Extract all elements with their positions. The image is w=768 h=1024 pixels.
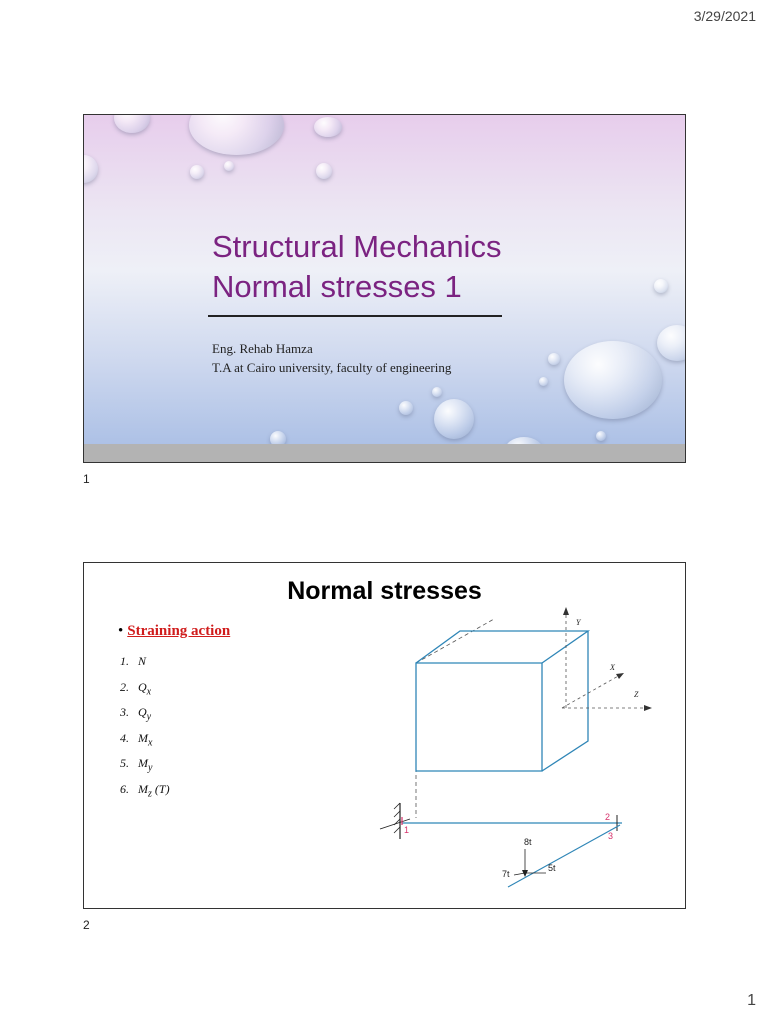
list-item: 3. $Q_y$ xyxy=(120,705,152,723)
list-item: 2. $Q_x$ xyxy=(120,679,152,697)
load-arrow-7t xyxy=(514,873,525,875)
dashed-guide xyxy=(416,619,494,663)
water-drop xyxy=(596,431,606,441)
slide-2-normal-stresses xyxy=(83,562,686,909)
water-drop xyxy=(316,163,332,179)
slide-1-title xyxy=(83,114,686,463)
box-top-face xyxy=(416,631,588,663)
axis-label-y: Y xyxy=(576,618,581,627)
author-affiliation: T.A at Cairo university, faculty of engineering xyxy=(212,360,452,375)
water-drop xyxy=(548,353,560,365)
water-drop xyxy=(564,341,662,419)
list-item: 1. N xyxy=(120,654,147,668)
load-label-5t: 5t xyxy=(548,863,556,873)
title-line-2: Normal stresses 1 xyxy=(212,269,462,304)
slide-2-number: 2 xyxy=(83,918,90,932)
point-label-2: 2 xyxy=(605,812,611,822)
list-item: 4. $M_x$ xyxy=(120,730,153,748)
slide-footer-band xyxy=(84,444,685,462)
bullet-text: Straining action xyxy=(127,623,231,639)
y-axis-arrow-icon xyxy=(563,607,569,615)
slide-2-title: Normal stresses xyxy=(287,577,482,605)
water-drop xyxy=(83,155,98,183)
x-axis-arrow-icon xyxy=(616,673,624,679)
box-side-face xyxy=(542,631,588,771)
point-label-3: 3 xyxy=(608,831,614,841)
water-drop xyxy=(399,401,413,415)
bullet-dot-icon: • xyxy=(118,623,124,639)
water-drop xyxy=(114,114,150,133)
title-line-1: Structural Mechanics xyxy=(212,229,502,264)
support-hatch xyxy=(394,827,400,833)
page-number: 1 xyxy=(747,992,756,1009)
axis-label-x: X xyxy=(610,663,615,672)
support-hatch xyxy=(394,803,400,809)
water-drop xyxy=(314,117,342,137)
water-drop xyxy=(189,114,284,155)
water-drop xyxy=(434,399,474,439)
list-item: 6. $M_z$ (T) xyxy=(120,781,170,799)
support-hatch xyxy=(394,811,400,817)
slide-1-title-text xyxy=(212,227,632,307)
water-drop xyxy=(654,279,668,293)
point-label-1: 1 xyxy=(404,825,410,835)
box-front-face xyxy=(416,663,542,771)
water-drop xyxy=(432,387,442,397)
z-axis-arrow-icon xyxy=(644,705,652,711)
water-drop xyxy=(657,325,686,361)
load-label-7t: 7t xyxy=(502,869,510,879)
slide-1-subtitle xyxy=(212,339,451,377)
load-label-8t: 8t xyxy=(524,837,532,847)
beam-section-diagram xyxy=(84,563,686,909)
water-drop xyxy=(539,377,548,386)
water-drop xyxy=(224,161,234,171)
page-date: 3/29/2021 xyxy=(693,8,756,24)
list-item: 5. $M_y$ xyxy=(120,756,153,774)
slide-1-number: 1 xyxy=(83,472,90,486)
title-underline xyxy=(208,315,502,317)
axis-label-z: Z xyxy=(634,690,639,699)
author-name: Eng. Rehab Hamza xyxy=(212,341,313,356)
x-axis xyxy=(562,675,620,708)
water-drop xyxy=(190,165,204,179)
